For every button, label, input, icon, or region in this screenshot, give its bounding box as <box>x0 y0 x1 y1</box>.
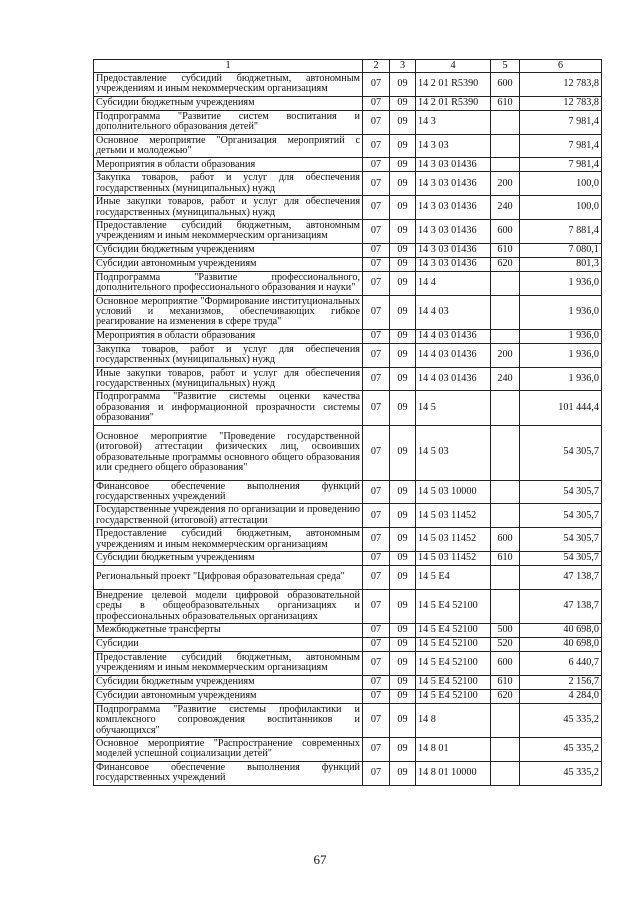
table-row <box>94 551 602 565</box>
cell-name: Субсидии бюджетным учреждениям <box>94 96 363 110</box>
cell-c5 <box>491 295 520 329</box>
cell-c6: 40 698,0 <box>520 623 602 637</box>
cell-name: Субсидии автономным учреждениям <box>94 257 363 271</box>
cell-name: Внедрение целевой модели цифровой образовательной среды в общеобразовательных организациях и профессиональных образовательных организациях <box>94 589 363 623</box>
column-header: 4 <box>416 60 491 73</box>
cell-c5 <box>491 589 520 623</box>
cell-c2: 07 <box>363 703 390 737</box>
cell-name: Иные закупки товаров, работ и услуг для обеспечения государственных (муниципальных) нужд <box>94 196 363 220</box>
cell-c3: 09 <box>390 343 416 367</box>
cell-c3: 09 <box>390 134 416 158</box>
cell-name: Основное мероприятие "Организация мероприятий с детьми и молодежью" <box>94 134 363 158</box>
cell-c2: 07 <box>363 504 390 528</box>
table-row <box>94 589 602 623</box>
cell-c5 <box>491 134 520 158</box>
cell-name: Финансовое обеспечение выполнения функций государственных учреждений <box>94 480 363 504</box>
cell-c4: 14 5 03 <box>416 425 491 480</box>
cell-c6: 101 444,4 <box>520 391 602 425</box>
cell-c2: 07 <box>363 172 390 196</box>
cell-c6: 7 981,4 <box>520 158 602 172</box>
cell-c6: 12 783,8 <box>520 96 602 110</box>
cell-c2: 07 <box>363 480 390 504</box>
cell-c2: 07 <box>363 110 390 134</box>
cell-c5: 200 <box>491 172 520 196</box>
cell-c4: 14 8 01 10000 <box>416 761 491 785</box>
cell-c3: 09 <box>390 737 416 761</box>
cell-c6: 7 080,1 <box>520 243 602 257</box>
cell-c5: 600 <box>491 73 520 97</box>
table-row <box>94 343 602 367</box>
cell-name: Межбюджетные трансферты <box>94 623 363 637</box>
column-header: 5 <box>491 60 520 73</box>
cell-c4: 14 4 03 01436 <box>416 329 491 343</box>
cell-c4: 14 5 E4 52100 <box>416 589 491 623</box>
cell-c4: 14 5 03 11452 <box>416 528 491 552</box>
cell-c6: 45 335,2 <box>520 737 602 761</box>
cell-c5 <box>491 565 520 589</box>
cell-name: Субсидии автономным учреждениям <box>94 689 363 703</box>
table-row <box>94 528 602 552</box>
cell-c4: 14 3 03 01436 <box>416 219 491 243</box>
cell-c3: 09 <box>390 589 416 623</box>
table-row <box>94 761 602 785</box>
table-row <box>94 565 602 589</box>
cell-c2: 07 <box>363 391 390 425</box>
page-number: 67 <box>313 852 327 867</box>
cell-c5: 610 <box>491 675 520 689</box>
cell-c4: 14 2 01 R5390 <box>416 73 491 97</box>
cell-c6: 1 936,0 <box>520 295 602 329</box>
cell-c6: 54 305,7 <box>520 551 602 565</box>
table-row <box>94 134 602 158</box>
header-row <box>94 60 602 73</box>
table-row <box>94 651 602 675</box>
cell-c3: 09 <box>390 110 416 134</box>
table-row <box>94 504 602 528</box>
cell-c3: 09 <box>390 257 416 271</box>
cell-c3: 09 <box>390 96 416 110</box>
budget-table <box>93 59 602 786</box>
cell-c5 <box>491 329 520 343</box>
cell-c3: 09 <box>390 675 416 689</box>
cell-c6: 7 981,4 <box>520 110 602 134</box>
cell-c5: 520 <box>491 637 520 651</box>
cell-c2: 07 <box>363 367 390 391</box>
table-row <box>94 219 602 243</box>
table-row <box>94 675 602 689</box>
cell-c4: 14 3 03 01436 <box>416 196 491 220</box>
cell-c6: 54 305,7 <box>520 480 602 504</box>
table-row <box>94 271 602 295</box>
table-row <box>94 637 602 651</box>
cell-c4: 14 4 03 01436 <box>416 343 491 367</box>
cell-c4: 14 5 E4 <box>416 565 491 589</box>
cell-name: Субсидии бюджетным учреждениям <box>94 243 363 257</box>
cell-c2: 07 <box>363 689 390 703</box>
cell-c3: 09 <box>390 425 416 480</box>
column-header: 6 <box>520 60 602 73</box>
cell-c6: 2 156,7 <box>520 675 602 689</box>
cell-c3: 09 <box>390 219 416 243</box>
cell-name: Подпрограмма "Развитие системы оценки качества образования и информационной прозрачности системы образования" <box>94 391 363 425</box>
cell-c2: 07 <box>363 343 390 367</box>
cell-c3: 09 <box>390 565 416 589</box>
cell-c6: 7 981,4 <box>520 134 602 158</box>
table-row <box>94 110 602 134</box>
table-row <box>94 172 602 196</box>
cell-c5: 620 <box>491 689 520 703</box>
cell-c5 <box>491 110 520 134</box>
cell-c5: 600 <box>491 219 520 243</box>
cell-c5 <box>491 737 520 761</box>
table-row <box>94 689 602 703</box>
cell-c2: 07 <box>363 637 390 651</box>
cell-c3: 09 <box>390 172 416 196</box>
cell-c4: 14 5 03 10000 <box>416 480 491 504</box>
cell-name: Иные закупки товаров, работ и услуг для обеспечения государственных (муниципальных) нужд <box>94 367 363 391</box>
cell-c6: 1 936,0 <box>520 329 602 343</box>
cell-name: Основное мероприятие "Формирование институциональных условий и механизмов, обеспечивающих гибкое реагирование на изменения в сфере труда" <box>94 295 363 329</box>
cell-c5: 600 <box>491 528 520 552</box>
cell-c2: 07 <box>363 528 390 552</box>
cell-name: Подпрограмма "Развитие профессионального, дополнительного профессионального образования и науки" <box>94 271 363 295</box>
cell-c2: 07 <box>363 134 390 158</box>
table-row <box>94 158 602 172</box>
table-row <box>94 737 602 761</box>
table-row <box>94 425 602 480</box>
cell-c6: 54 305,7 <box>520 425 602 480</box>
cell-c6: 100,0 <box>520 172 602 196</box>
cell-c3: 09 <box>390 367 416 391</box>
cell-c2: 07 <box>363 196 390 220</box>
cell-c3: 09 <box>390 637 416 651</box>
table-row <box>94 295 602 329</box>
cell-c6: 40 698,0 <box>520 637 602 651</box>
cell-c2: 07 <box>363 675 390 689</box>
cell-c2: 07 <box>363 219 390 243</box>
cell-c4: 14 5 03 11452 <box>416 551 491 565</box>
table-row <box>94 703 602 737</box>
cell-name: Мероприятия в области образования <box>94 158 363 172</box>
cell-name: Государственные учреждения по организации и проведению государственной (итоговой) аттестации <box>94 504 363 528</box>
cell-c4: 14 3 03 01436 <box>416 243 491 257</box>
cell-name: Подпрограмма "Развитие системы профилактики и комплексного сопровождения воспитанников и обучающихся" <box>94 703 363 737</box>
cell-c4: 14 5 E4 52100 <box>416 623 491 637</box>
cell-name: Предоставление субсидий бюджетным, автономным учреждениям и иным некоммерческим организациям <box>94 651 363 675</box>
table-row <box>94 480 602 504</box>
cell-c4: 14 2 01 R5390 <box>416 96 491 110</box>
cell-c5: 620 <box>491 257 520 271</box>
cell-c6: 1 936,0 <box>520 367 602 391</box>
cell-name: Предоставление субсидий бюджетным, автономным учреждениям и иным некоммерческим организациям <box>94 528 363 552</box>
table-row <box>94 243 602 257</box>
cell-c4: 14 8 01 <box>416 737 491 761</box>
cell-name: Субсидии <box>94 637 363 651</box>
cell-c2: 07 <box>363 271 390 295</box>
cell-name: Региональный проект "Цифровая образовательная среда" <box>94 565 363 589</box>
cell-c5: 600 <box>491 651 520 675</box>
cell-c5: 200 <box>491 343 520 367</box>
cell-c3: 09 <box>390 551 416 565</box>
table-row <box>94 73 602 97</box>
cell-c3: 09 <box>390 761 416 785</box>
cell-c4: 14 5 E4 52100 <box>416 637 491 651</box>
cell-c5: 610 <box>491 243 520 257</box>
cell-name: Предоставление субсидий бюджетным, автономным учреждениям и иным некоммерческим организациям <box>94 73 363 97</box>
cell-c6: 1 936,0 <box>520 271 602 295</box>
cell-c2: 07 <box>363 737 390 761</box>
cell-c2: 07 <box>363 623 390 637</box>
table-row <box>94 96 602 110</box>
cell-name: Основное мероприятие "Проведение государственной (итоговой) аттестации физических лиц, освоивших образовательные программы основного общего образования или среднего общего образования" <box>94 425 363 480</box>
cell-c3: 09 <box>390 623 416 637</box>
cell-c3: 09 <box>390 391 416 425</box>
cell-c3: 09 <box>390 73 416 97</box>
cell-c5 <box>491 703 520 737</box>
cell-c4: 14 3 03 01436 <box>416 257 491 271</box>
cell-c2: 07 <box>363 158 390 172</box>
cell-c4: 14 3 03 01436 <box>416 158 491 172</box>
cell-name: Закупка товаров, работ и услуг для обеспечения государственных (муниципальных) нужд <box>94 172 363 196</box>
cell-name: Закупка товаров, работ и услуг для обеспечения государственных (муниципальных) нужд <box>94 343 363 367</box>
cell-c3: 09 <box>390 271 416 295</box>
cell-c6: 12 783,8 <box>520 73 602 97</box>
cell-c5 <box>491 425 520 480</box>
cell-name: Субсидии бюджетным учреждениям <box>94 675 363 689</box>
cell-c3: 09 <box>390 243 416 257</box>
cell-c6: 45 335,2 <box>520 761 602 785</box>
cell-c3: 09 <box>390 480 416 504</box>
cell-c2: 07 <box>363 425 390 480</box>
cell-name: Подпрограмма "Развитие систем воспитания и дополнительного образования детей" <box>94 110 363 134</box>
cell-c2: 07 <box>363 651 390 675</box>
column-header: 2 <box>363 60 390 73</box>
cell-c2: 07 <box>363 329 390 343</box>
cell-c4: 14 5 E4 52100 <box>416 675 491 689</box>
cell-c5: 240 <box>491 367 520 391</box>
cell-c6: 54 305,7 <box>520 504 602 528</box>
cell-c5 <box>491 391 520 425</box>
cell-c5 <box>491 158 520 172</box>
cell-c3: 09 <box>390 295 416 329</box>
cell-c3: 09 <box>390 703 416 737</box>
cell-c4: 14 4 03 01436 <box>416 367 491 391</box>
cell-name: Финансовое обеспечение выполнения функций государственных учреждений <box>94 761 363 785</box>
cell-c4: 14 4 <box>416 271 491 295</box>
table-row <box>94 367 602 391</box>
cell-c6: 4 284,0 <box>520 689 602 703</box>
cell-c2: 07 <box>363 589 390 623</box>
cell-c5 <box>491 480 520 504</box>
cell-name: Предоставление субсидий бюджетным, автономным учреждениям и иным некоммерческим организациям <box>94 219 363 243</box>
cell-c2: 07 <box>363 295 390 329</box>
table-row <box>94 257 602 271</box>
cell-c2: 07 <box>363 243 390 257</box>
table-row <box>94 623 602 637</box>
cell-c3: 09 <box>390 504 416 528</box>
cell-c5: 240 <box>491 196 520 220</box>
cell-c3: 09 <box>390 651 416 675</box>
cell-name: Основное мероприятие "Распространение современных моделей успешной социализации детей" <box>94 737 363 761</box>
cell-c5 <box>491 504 520 528</box>
column-header: 1 <box>94 60 363 73</box>
cell-c6: 100,0 <box>520 196 602 220</box>
cell-c4: 14 3 03 01436 <box>416 172 491 196</box>
cell-c5 <box>491 761 520 785</box>
cell-c2: 07 <box>363 73 390 97</box>
cell-c2: 07 <box>363 96 390 110</box>
cell-c2: 07 <box>363 761 390 785</box>
cell-c3: 09 <box>390 196 416 220</box>
cell-c4: 14 4 03 <box>416 295 491 329</box>
cell-c5: 610 <box>491 96 520 110</box>
cell-c4: 14 3 03 <box>416 134 491 158</box>
cell-c3: 09 <box>390 689 416 703</box>
cell-c3: 09 <box>390 158 416 172</box>
cell-c2: 07 <box>363 257 390 271</box>
cell-c4: 14 8 <box>416 703 491 737</box>
table-body <box>94 73 602 786</box>
cell-c6: 801,3 <box>520 257 602 271</box>
cell-c6: 1 936,0 <box>520 343 602 367</box>
table-row <box>94 196 602 220</box>
cell-name: Субсидии бюджетным учреждениям <box>94 551 363 565</box>
cell-c6: 54 305,7 <box>520 528 602 552</box>
cell-c4: 14 3 <box>416 110 491 134</box>
cell-c5 <box>491 271 520 295</box>
cell-c3: 09 <box>390 329 416 343</box>
cell-c2: 07 <box>363 565 390 589</box>
cell-c6: 6 440,7 <box>520 651 602 675</box>
cell-name: Мероприятия в области образования <box>94 329 363 343</box>
cell-c5: 500 <box>491 623 520 637</box>
cell-c6: 47 138,7 <box>520 565 602 589</box>
cell-c3: 09 <box>390 528 416 552</box>
cell-c4: 14 5 E4 52100 <box>416 651 491 675</box>
table-row <box>94 391 602 425</box>
cell-c6: 7 881,4 <box>520 219 602 243</box>
column-header: 3 <box>390 60 416 73</box>
cell-c6: 47 138,7 <box>520 589 602 623</box>
cell-c6: 45 335,2 <box>520 703 602 737</box>
cell-c4: 14 5 <box>416 391 491 425</box>
table-row <box>94 329 602 343</box>
cell-c5: 610 <box>491 551 520 565</box>
cell-c4: 14 5 03 11452 <box>416 504 491 528</box>
cell-c4: 14 5 E4 52100 <box>416 689 491 703</box>
cell-c2: 07 <box>363 551 390 565</box>
